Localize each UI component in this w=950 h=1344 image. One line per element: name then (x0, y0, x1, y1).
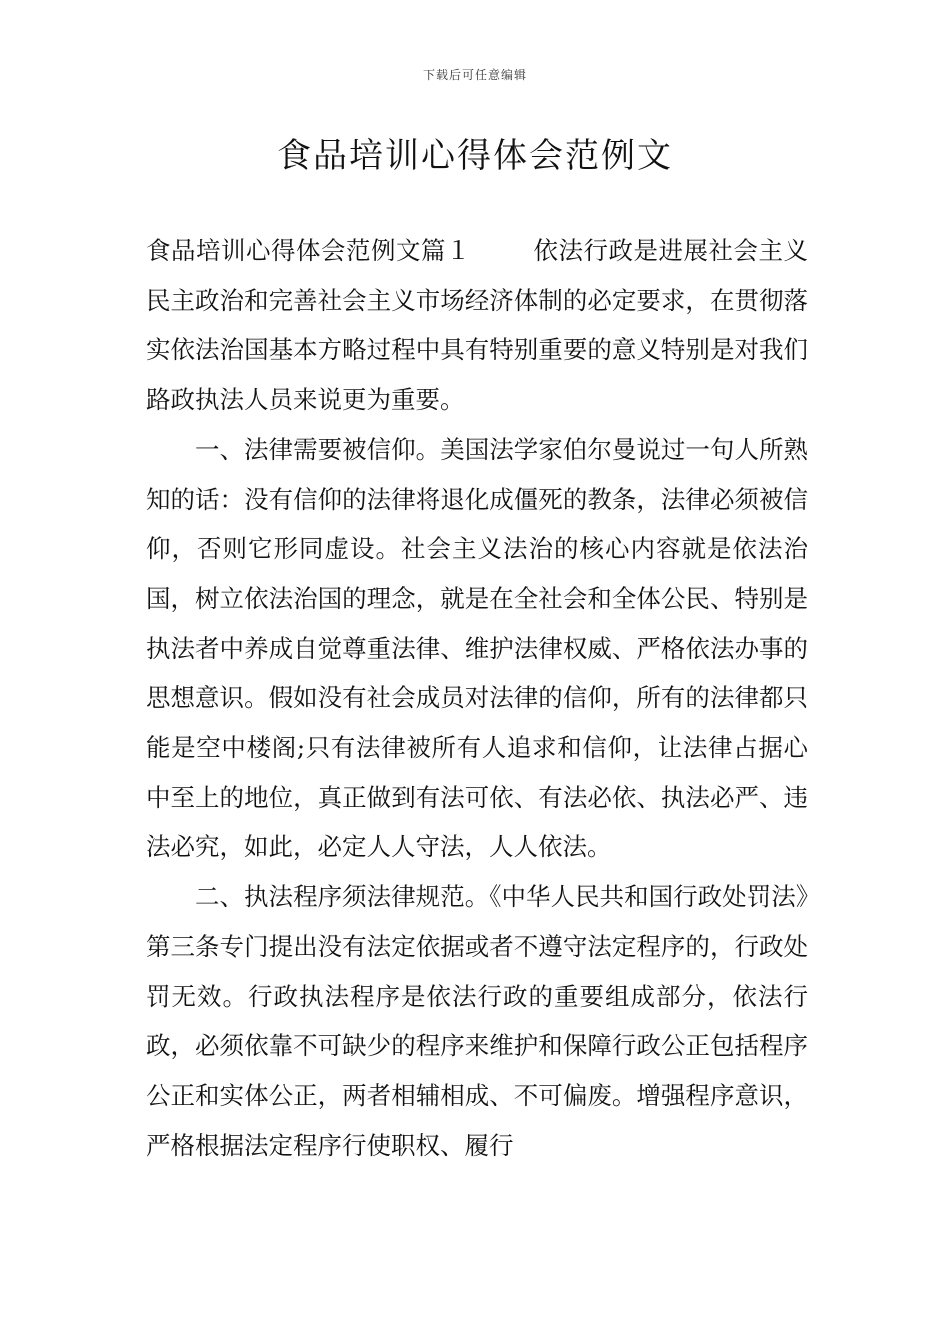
document-body (146, 226, 808, 1170)
document-title: 食品培训心得体会范例文 (277, 136, 673, 176)
paragraph-2: 一、法律需要被信仰。美国法学家伯尔曼说过一句人所熟知的话：没有信仰的法律将退化成僵死的教条，法律必须被信仰，否则它形同虚设。社会主义法治的核心内容就是依法治国，树立依法治国的理念，就是在全社会和全体公民、特别是执法者中养成自觉尊重法律、维护法律权威、严格依法办事的思想意识。假如没有社会成员对法律的信仰，所有的法律都只能是空中楼阁;只有法律被所有人追求和信仰，让法律占据心中至上的地位，真正做到有法可依、有法必依、执法必严、违法必究，如此，必定人人守法，人人依法。 (146, 434, 808, 862)
paragraph-1-lead: 食品培训心得体会范例文篇１ (146, 236, 471, 265)
paragraph-3: 二、执法程序须法律规范。《中华人民共和国行政处罚法》第三条专门提出没有法定依据或者不遵守法定程序的，行政处罚无效。行政执法程序是依法行政的重要组成部分，依法行政，必须依靠不可缺少的程序来维护和保障行政公正包括程序公正和实体公正，两者相辅相成、不可偏废。增强程序意识，严格根据法定程序行使职权、履行 (146, 882, 808, 1160)
paragraph-1-text: 依法行政是进展社会主义民主政治和完善社会主义市场经济体制的必定要求，在贯彻落实依法治国基本方略过程中具有特别重要的意义特别是对我们路政执法人员来说更为重要。 (146, 236, 808, 415)
paragraph-1 (146, 226, 808, 425)
header-note: 下载后可任意编辑 (422, 68, 527, 82)
